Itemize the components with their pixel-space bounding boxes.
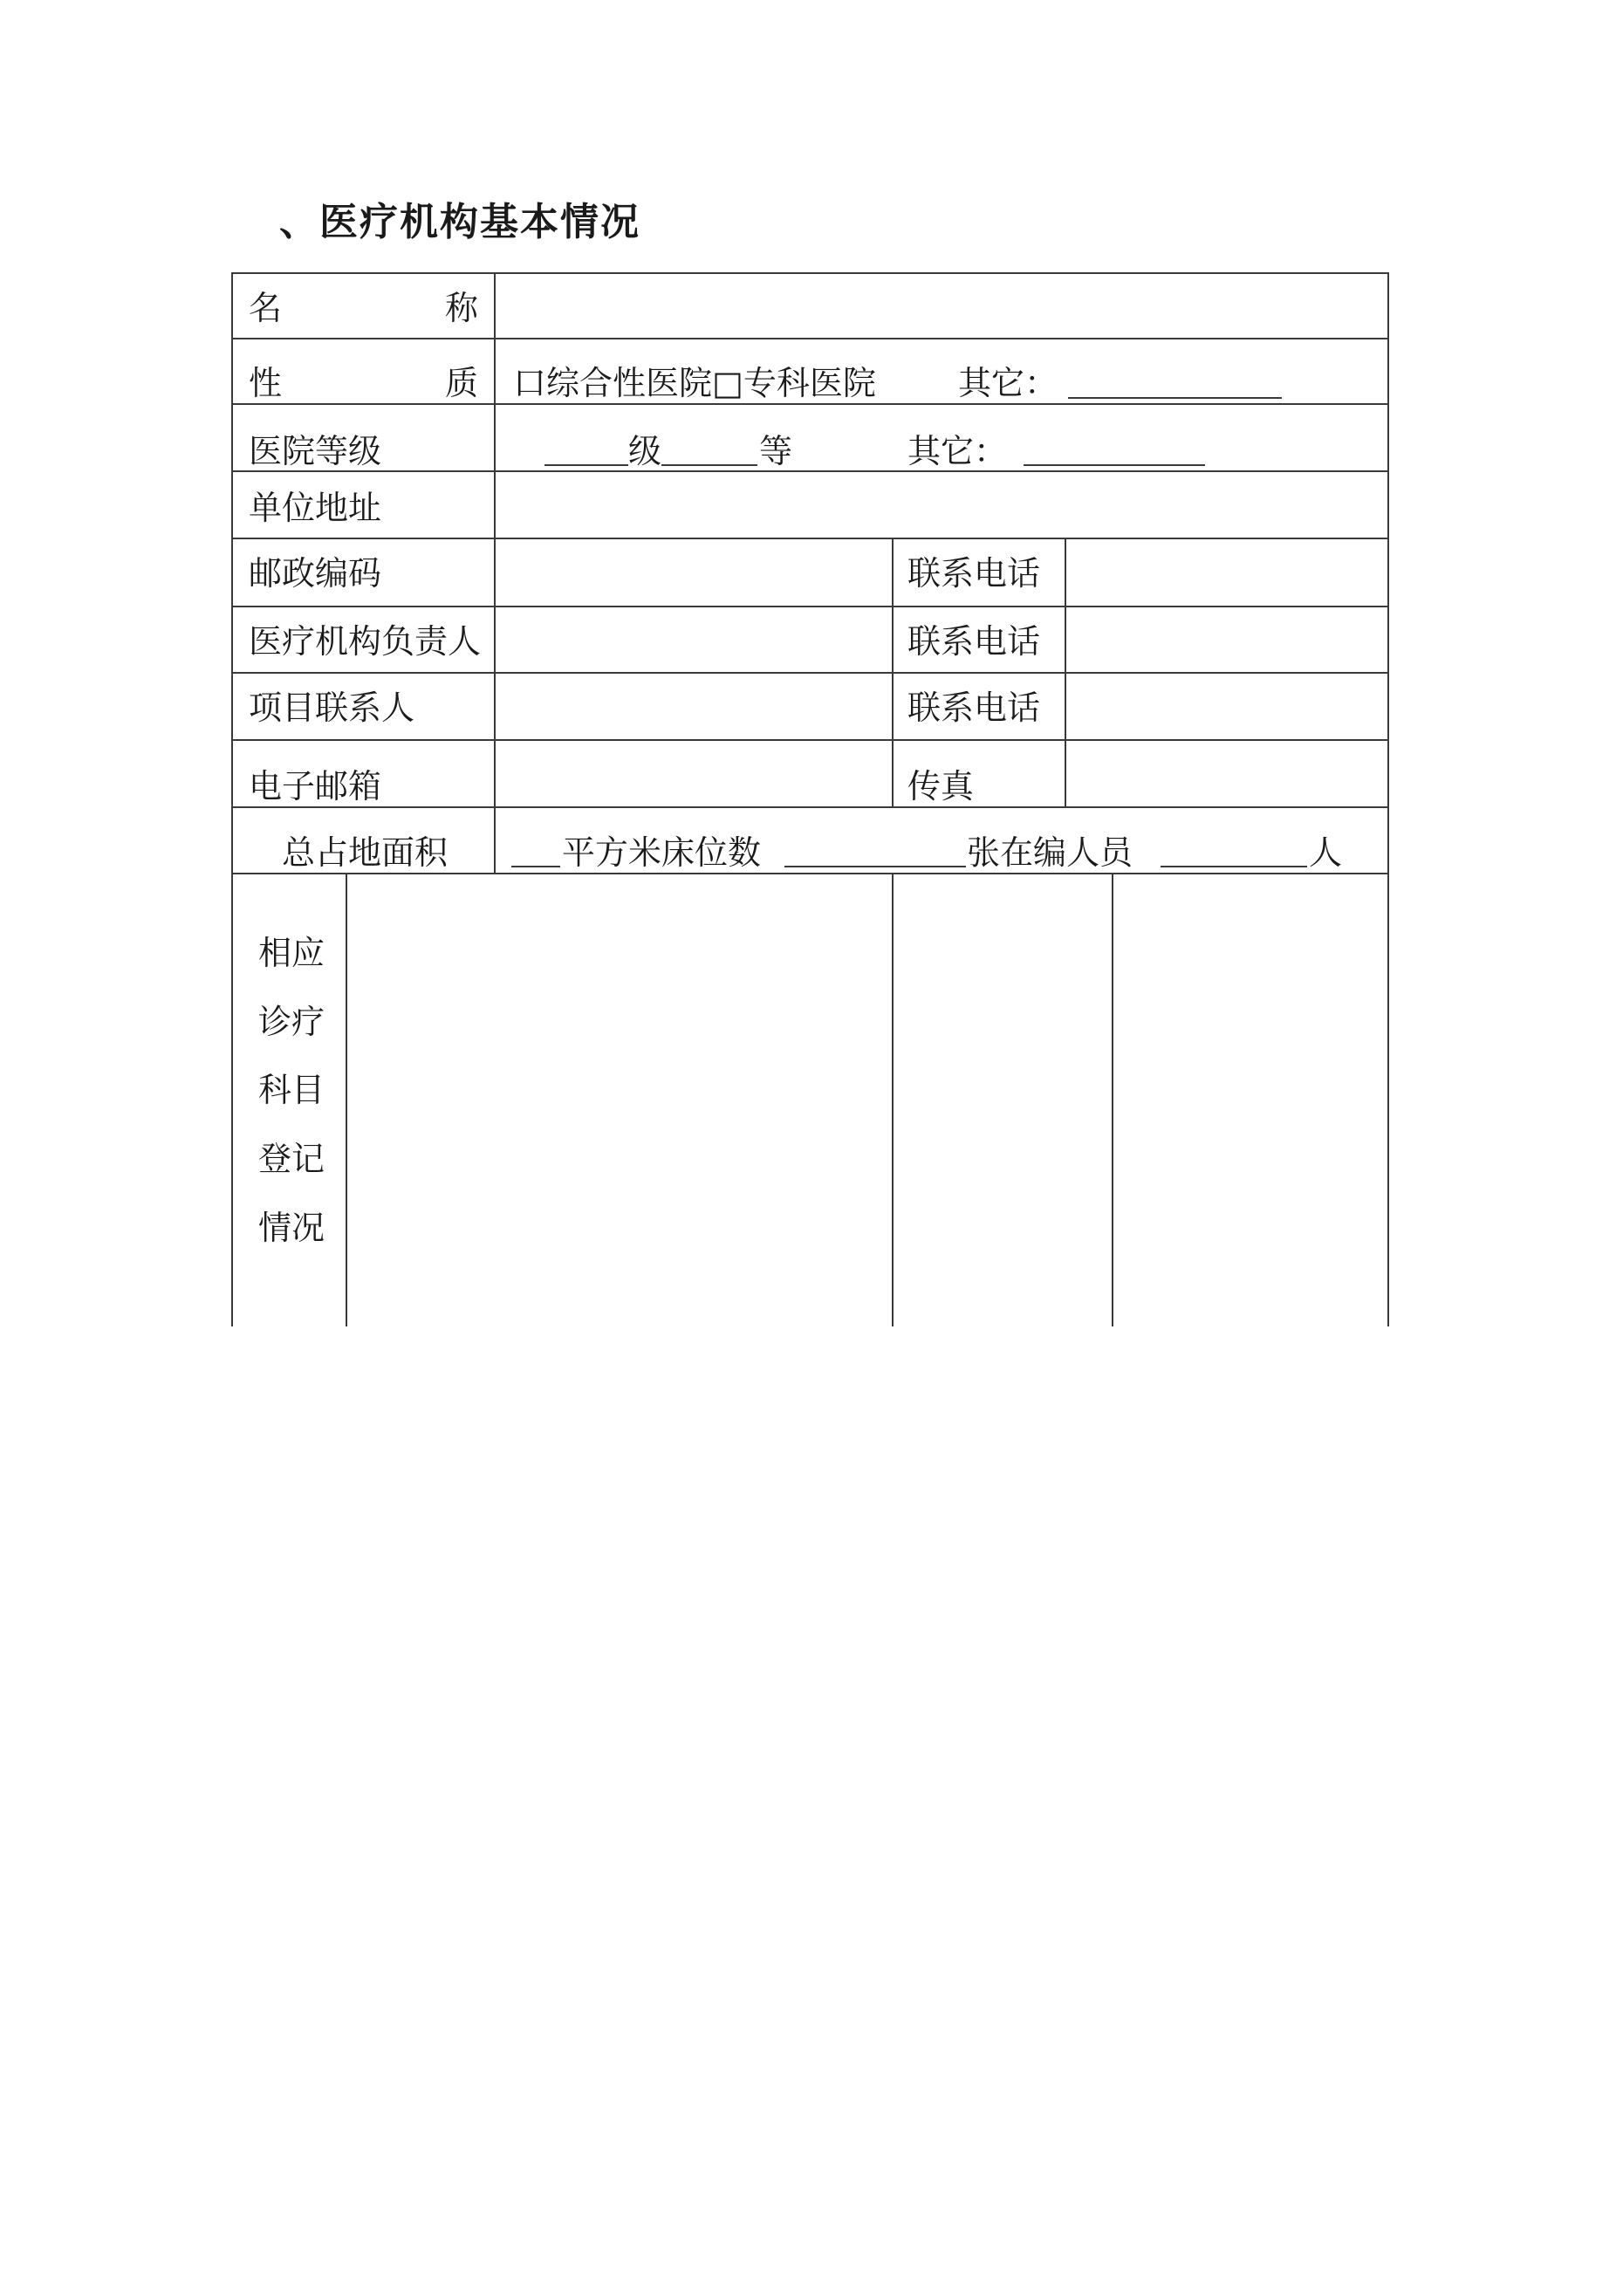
dept-label-line-2: 诊疗 — [258, 1003, 325, 1041]
nature-other-blank[interactable] — [1068, 397, 1282, 399]
grade-other-blank[interactable] — [1024, 464, 1205, 466]
dept-entry-col-2[interactable] — [895, 876, 1110, 1325]
dept-label-line-1: 相应 — [258, 934, 325, 972]
dept-label-line-3: 科目 — [258, 1071, 325, 1109]
phone-input-3[interactable] — [1068, 674, 1386, 738]
grade-class-suffix: 等 — [759, 432, 793, 470]
postcode-input[interactable] — [497, 539, 890, 605]
dept-entry-col-3[interactable] — [1115, 876, 1386, 1325]
fax-label: 传真 — [907, 767, 975, 805]
phone-label-2: 联系电话 — [907, 622, 1041, 661]
beds-blank[interactable] — [784, 866, 966, 867]
phone-input-2[interactable] — [1068, 607, 1386, 671]
area-unit: 平方米床位数 — [562, 833, 762, 872]
nature-label-b: 质 — [445, 364, 479, 402]
director-label: 医疗机构负责人 — [249, 622, 482, 661]
grade-label: 医院等级 — [249, 432, 382, 470]
name-label-b: 称 — [445, 289, 479, 327]
director-input[interactable] — [497, 607, 890, 671]
dept-entry-col-1[interactable] — [349, 876, 890, 1325]
dept-label-line-4: 登记 — [258, 1140, 325, 1178]
name-label-a: 名 — [249, 289, 283, 327]
contact-label: 项目联系人 — [249, 689, 415, 727]
email-input[interactable] — [497, 741, 890, 805]
address-label: 单位地址 — [249, 489, 382, 527]
postcode-label: 邮政编码 — [249, 554, 382, 593]
area-label: 总占地面积 — [282, 833, 449, 872]
phone-input-1[interactable] — [1068, 539, 1386, 605]
grade-level-suffix: 级 — [628, 432, 662, 470]
dept-label-line-5: 情况 — [258, 1209, 325, 1247]
page-title: 、医疗机构基本情况 — [279, 200, 640, 244]
email-label: 电子邮箱 — [249, 767, 382, 805]
staff-unit: 人 — [1309, 833, 1343, 872]
name-input[interactable] — [497, 274, 1386, 337]
phone-label-3: 联系电话 — [907, 689, 1041, 727]
area-blank[interactable] — [511, 866, 560, 867]
address-input[interactable] — [497, 472, 1386, 537]
grade-level-blank[interactable] — [544, 464, 628, 466]
contact-input[interactable] — [497, 674, 890, 738]
fax-input[interactable] — [1068, 741, 1386, 805]
nature-options[interactable]: 口综合性医院□专科医院 — [513, 364, 876, 402]
phone-label-1: 联系电话 — [907, 554, 1041, 593]
grade-class-blank[interactable] — [661, 464, 757, 466]
nature-label-a: 性 — [249, 364, 283, 402]
nature-other-label: 其它： — [958, 364, 1058, 402]
staff-blank[interactable] — [1161, 866, 1307, 867]
grade-other-label: 其它： — [907, 432, 1008, 470]
beds-unit: 张在编人员 — [967, 833, 1133, 872]
